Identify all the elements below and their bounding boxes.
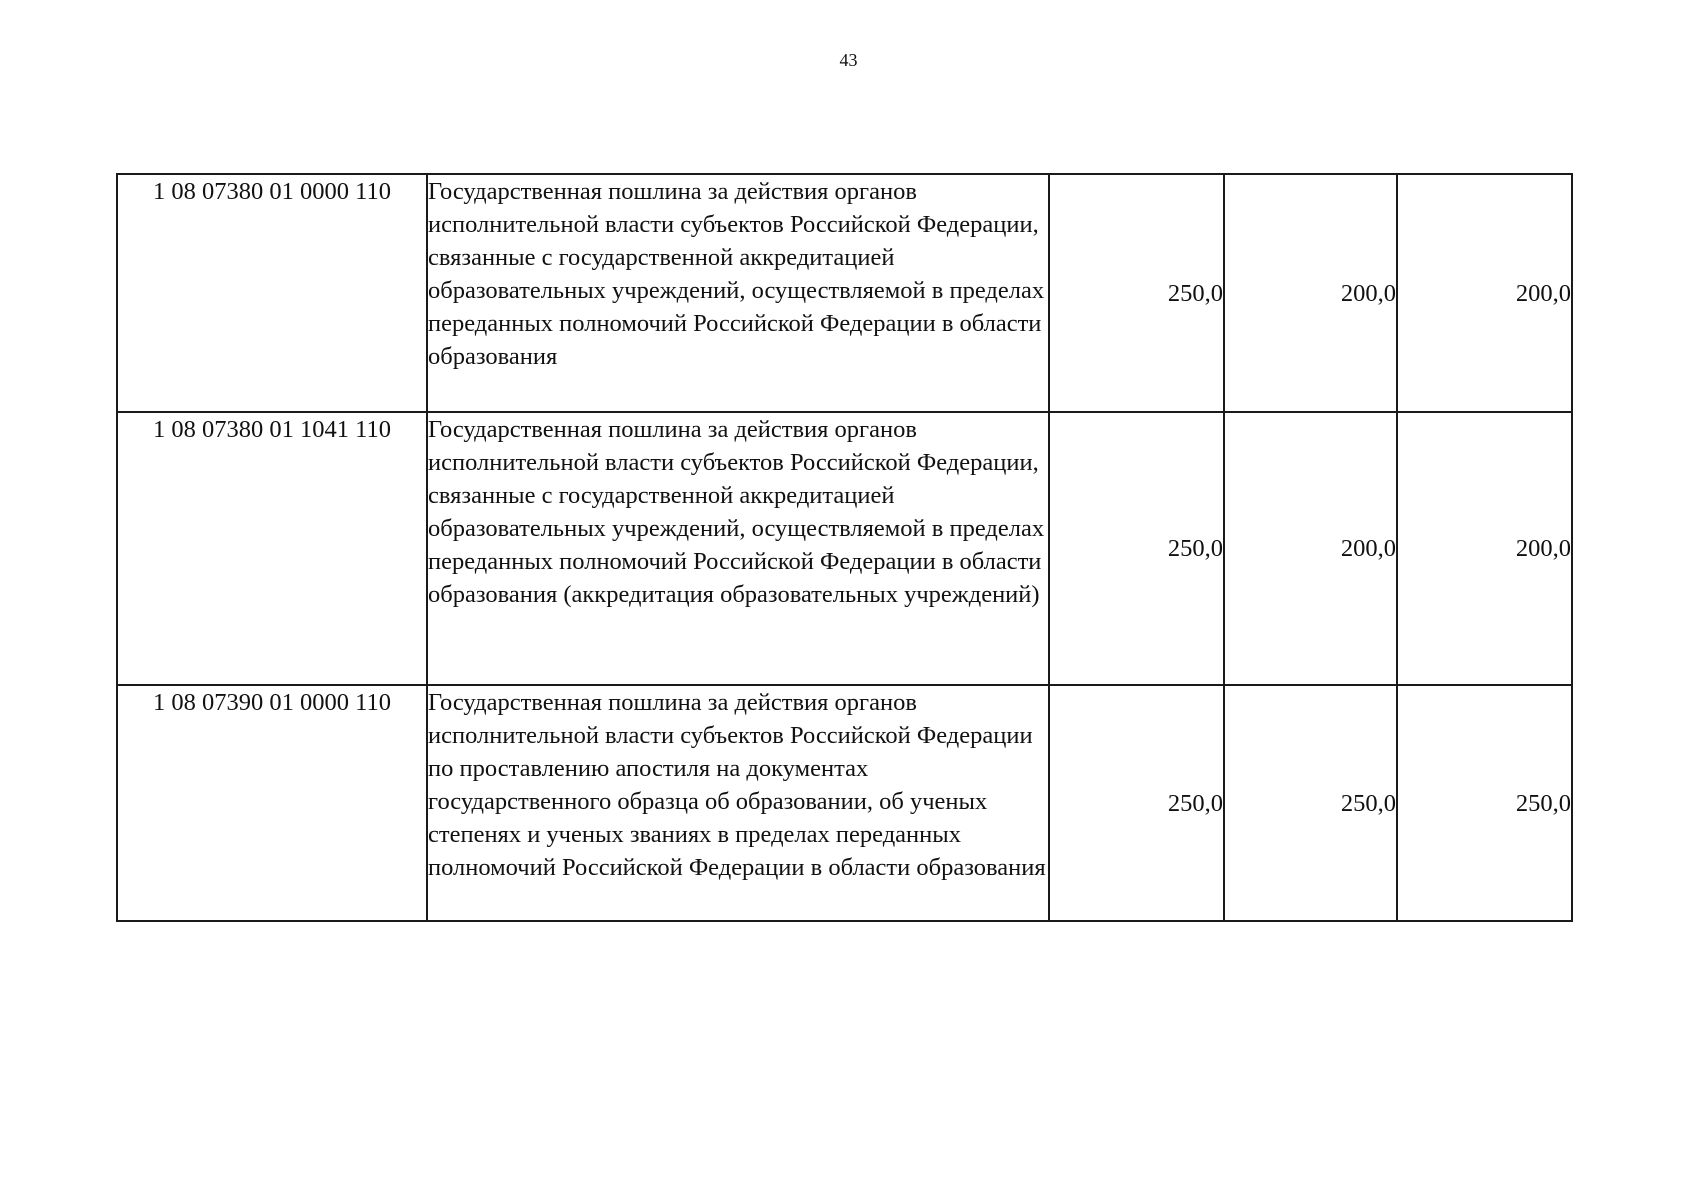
page-number: 43 xyxy=(839,50,858,70)
amount-year-1: 250,0 xyxy=(1049,685,1224,921)
revenue-description: Государственная пошлина за действия органов исполнительной власти субъектов Российской Федерации, связанные с государственной аккредитацией образовательных учреждений, осуществляемой в пределах переданных полномочий Российской Федерации в области образования (аккредитация образовательных учреждений) xyxy=(427,412,1049,685)
table-row xyxy=(117,174,1572,412)
budget-classification-code: 1 08 07380 01 0000 110 xyxy=(117,174,427,412)
amount-year-2: 250,0 xyxy=(1224,685,1397,921)
amount-year-2: 200,0 xyxy=(1224,412,1397,685)
amount-year-2: 200,0 xyxy=(1224,174,1397,412)
amount-year-1: 250,0 xyxy=(1049,174,1224,412)
amount-year-3: 200,0 xyxy=(1397,412,1572,685)
table-row xyxy=(117,685,1572,921)
budget-classification-code: 1 08 07380 01 1041 110 xyxy=(117,412,427,685)
budget-revenue-table xyxy=(116,173,1573,922)
amount-year-1: 250,0 xyxy=(1049,412,1224,685)
table-row xyxy=(117,412,1572,685)
budget-classification-code: 1 08 07390 01 0000 110 xyxy=(117,685,427,921)
revenue-description: Государственная пошлина за действия органов исполнительной власти субъектов Российской Федерации по проставлению апостиля на документах государственного образца об образовании, об ученых степенях и ученых званиях в пределах переданных полномочий Российской Федерации в области образования xyxy=(427,685,1049,921)
revenue-description: Государственная пошлина за действия органов исполнительной власти субъектов Российской Федерации, связанные с государственной аккредитацией образовательных учреждений, осуществляемой в пределах переданных полномочий Российской Федерации в области образования xyxy=(427,174,1049,412)
amount-year-3: 200,0 xyxy=(1397,174,1572,412)
amount-year-3: 250,0 xyxy=(1397,685,1572,921)
